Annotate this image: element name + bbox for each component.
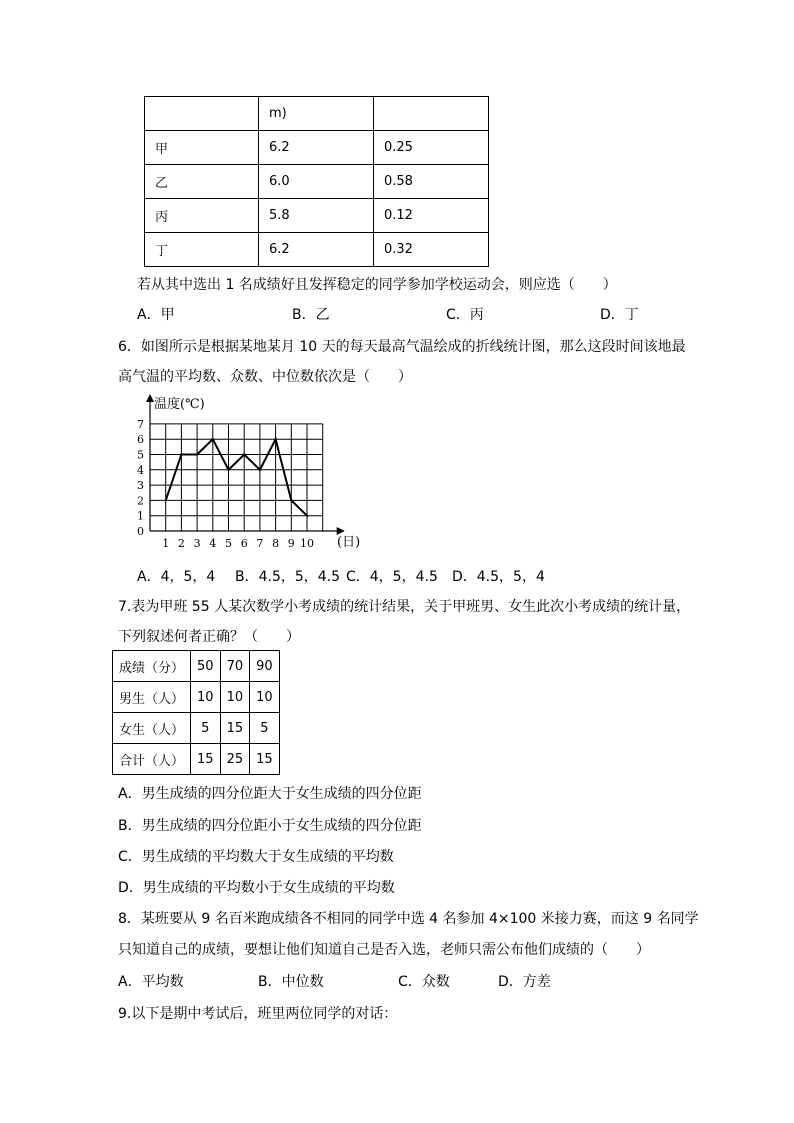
table-cell: m) xyxy=(259,97,374,131)
table-row xyxy=(145,199,489,233)
data-point xyxy=(196,453,198,455)
question-7-option-a: A．男生成绩的四分位距大于女生成绩的四分位距 xyxy=(118,786,422,802)
x-tick-label: 1 xyxy=(162,537,170,550)
question-6-option-b: B．4.5，5，4.5 xyxy=(235,569,341,585)
table-row xyxy=(113,744,280,775)
table-cell: 90 xyxy=(250,651,280,682)
y-tick-label: 2 xyxy=(137,494,144,508)
table-cell: 合计（人） xyxy=(113,744,191,775)
table-cell: 5 xyxy=(250,713,280,744)
question-8-option-c: C．众数 xyxy=(398,974,450,990)
y-tick-label: 0 xyxy=(137,525,144,538)
data-point xyxy=(180,453,182,455)
score-count-table xyxy=(112,650,280,775)
x-tick-label: 7 xyxy=(256,537,264,550)
table-cell: 丁 xyxy=(145,233,259,267)
question-8-option-d: D．方差 xyxy=(498,974,551,990)
question-5-option-c: C．丙 xyxy=(446,307,484,323)
question-7-line-2: 下列叙述何者正确？（ ） xyxy=(118,629,300,645)
question-5-option-b: B．乙 xyxy=(292,307,330,323)
table-cell: 5 xyxy=(191,713,221,744)
table-cell xyxy=(374,97,489,131)
y-axis-arrow-icon xyxy=(146,394,154,402)
question-8-line-1: 8．某班要从 9 名百米跑成绩各不相同的同学中选 4 名参加 4×100 米接力赛，而这 9 名同学 xyxy=(118,911,699,927)
y-tick-label: 7 xyxy=(137,417,144,431)
data-point xyxy=(274,438,276,440)
table-cell: 成绩（分） xyxy=(113,651,191,682)
x-tick-label: 4 xyxy=(209,537,217,550)
x-tick-label: 2 xyxy=(177,537,185,550)
temperature-line xyxy=(166,439,307,516)
question-8-option-b: B．中位数 xyxy=(258,974,324,990)
temperature-series xyxy=(165,438,309,517)
score-variance-table xyxy=(144,96,489,267)
question-6-option-c: C．4，5，4.5 xyxy=(346,569,438,585)
table-cell: 15 xyxy=(220,713,250,744)
table-cell: 0.25 xyxy=(374,131,489,165)
table-cell: 25 xyxy=(220,744,250,775)
x-tick-labels xyxy=(162,537,314,550)
table-cell: 0.12 xyxy=(374,199,489,233)
x-axis-label: (日) xyxy=(337,535,361,550)
table-cell: 女生（人） xyxy=(113,713,191,744)
table-cell: 0.58 xyxy=(374,165,489,199)
temperature-line-chart xyxy=(130,388,380,553)
table-row xyxy=(145,97,489,131)
table-cell: 70 xyxy=(220,651,250,682)
table-cell: 10 xyxy=(191,682,221,713)
data-point xyxy=(259,469,261,471)
x-tick-label: 9 xyxy=(287,537,295,550)
table-row xyxy=(113,713,280,744)
question-8-option-a: A．平均数 xyxy=(118,974,184,990)
x-tick-label: 8 xyxy=(272,537,280,550)
data-point xyxy=(306,515,308,517)
x-tick-label: 5 xyxy=(225,537,232,550)
y-tick-label: 6 xyxy=(137,433,144,447)
question-7-line-1: 7.表为甲班 55 人某次数学小考成绩的统计结果，关于甲班男、女生此次小考成绩的统计量， xyxy=(118,599,691,615)
table-row xyxy=(113,651,280,682)
table-cell: 6.2 xyxy=(259,233,374,267)
question-5-option-d: D．丁 xyxy=(600,307,639,323)
chart-axes xyxy=(146,394,345,535)
table-cell: 10 xyxy=(220,682,250,713)
table-cell: 0.32 xyxy=(374,233,489,267)
question-6-option-a: A．4，5，4 xyxy=(137,569,216,585)
data-point xyxy=(165,499,167,501)
table-cell: 6.0 xyxy=(259,165,374,199)
table-cell: 6.2 xyxy=(259,131,374,165)
y-axis-label: 温度(℃) xyxy=(154,397,205,412)
y-tick-labels xyxy=(137,418,144,538)
table-cell: 15 xyxy=(191,744,221,775)
table-cell: 男生（人） xyxy=(113,682,191,713)
table-row xyxy=(113,682,280,713)
question-5-text: 若从其中选出 1 名成绩好且发挥稳定的同学参加学校运动会，则应选（ ） xyxy=(137,277,617,293)
table-cell: 甲 xyxy=(145,131,259,165)
table-cell: 乙 xyxy=(145,165,259,199)
data-point xyxy=(227,469,229,471)
data-point xyxy=(290,499,292,501)
table-cell: 15 xyxy=(250,744,280,775)
question-7-option-b: B．男生成绩的四分位距小于女生成绩的四分位距 xyxy=(118,818,422,834)
y-tick-label: 4 xyxy=(137,463,144,477)
data-point xyxy=(243,453,245,455)
table-cell: 5.8 xyxy=(259,199,374,233)
table-row xyxy=(145,131,489,165)
chart-grid xyxy=(150,424,323,531)
table-cell xyxy=(145,97,259,131)
table-row xyxy=(145,165,489,199)
x-tick-label: 6 xyxy=(240,537,248,550)
question-7-option-c: C．男生成绩的平均数大于女生成绩的平均数 xyxy=(118,849,394,865)
question-6-option-d: D．4.5，5，4 xyxy=(452,569,545,585)
x-tick-label: 3 xyxy=(193,537,201,550)
x-axis-arrow-icon xyxy=(337,527,345,535)
table-cell: 50 xyxy=(191,651,221,682)
question-5-option-a: A．甲 xyxy=(137,307,175,323)
question-7-option-d: D．男生成绩的平均数小于女生成绩的平均数 xyxy=(118,880,395,896)
table-row xyxy=(145,233,489,267)
question-9-line-1: 9.以下是期中考试后，班里两位同学的对话： xyxy=(118,1006,398,1022)
y-tick-label: 1 xyxy=(137,509,144,523)
y-tick-label: 3 xyxy=(137,479,144,493)
x-tick-label: 10 xyxy=(300,537,314,550)
data-point xyxy=(212,438,214,440)
table-cell: 丙 xyxy=(145,199,259,233)
question-6-line-1: 6．如图所示是根据某地某月 10 天的每天最高气温绘成的折线统计图，那么这段时间该地最 xyxy=(118,339,686,355)
y-tick-label: 5 xyxy=(137,448,144,462)
table-cell: 10 xyxy=(250,682,280,713)
question-6-line-2: 高气温的平均数、众数、中位数依次是（ ） xyxy=(118,369,412,385)
question-8-line-2: 只知道自己的成绩，要想让他们知道自己是否入选，老师只需公布他们成绩的（ ） xyxy=(118,942,650,958)
